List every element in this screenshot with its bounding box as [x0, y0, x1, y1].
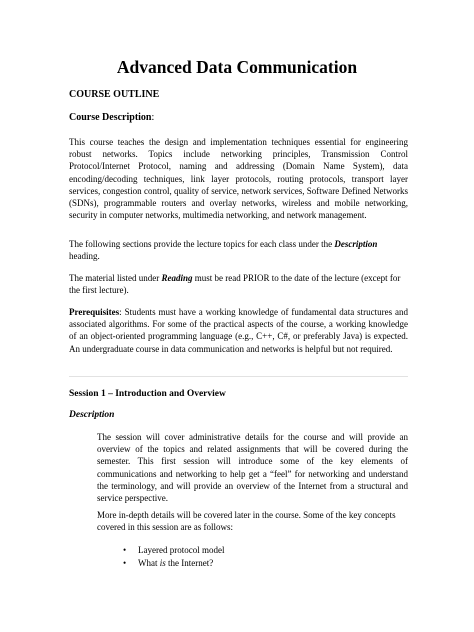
prerequisites-text: : Students must have a working knowledge of fundamental data structures and associated algorithms. For some of the practical aspects of the course, a working knowledge of an object-oriented programming language (e.g., C++, C#, or preferably Java) is expected. An undergraduate course in data communication and networks is helpful but not required. [69, 307, 408, 354]
session-1-paragraph-1: The session will cover administrative details for the course and will provide an overview of the topics and related assignments that will be covered during the semester. This first session will introduce some of the key elements of communications and networking to help get a “feel” for networking and understand the terminology, and will provide an overview of the Internet from a structural and service perspective. [97, 432, 408, 504]
list-item-emphasis: is [159, 558, 166, 568]
course-outline-heading: COURSE OUTLINE [69, 89, 160, 100]
session-1-paragraph-2: More in-depth details will be covered later in the course. Some of the key concepts covered in this session are as follows: [97, 510, 396, 533]
bullet-icon: • [123, 545, 127, 555]
course-description-label: Course Description [69, 112, 152, 123]
session-1-title: Session 1 – Introduction and Overview [69, 389, 226, 399]
course-description-text: This course teaches the design and implementation techniques essential for engineering robust networks. Topics include networking principles, Transmission Control Protocol/Internet Protocol, naming and addressing (Domain Name System), data encoding/decoding techniques, link layer protocols, routing protocols, transport layer services, congestion control, quality of service, network services, Software Defined Networks (SDNs), programmable routers and overlay networks, wireless and mobile networking, security in computer networks, multimedia networking, and network management. [69, 137, 408, 221]
course-description-heading [69, 111, 154, 125]
sections-note-emphasis: Description [334, 239, 378, 249]
list-item-text-after: the Internet? [165, 558, 214, 568]
prerequisites-paragraph [69, 306, 408, 355]
reading-note-emphasis: Reading [161, 273, 193, 283]
reading-note [69, 272, 408, 296]
session-1-concepts-list [120, 544, 224, 570]
sections-note [69, 238, 408, 262]
list-item-text: Layered protocol model [138, 545, 225, 555]
reading-note-before: The material listed under [69, 273, 162, 283]
reading-note-after: must be read PRIOR to the date of the lecture (except for the first lecture). [69, 273, 401, 296]
document-title: Advanced Data Communication [116, 57, 358, 77]
sections-note-before: The following sections provide the lecture topics for each class under the [69, 239, 335, 249]
session-1-description-heading: Description [69, 410, 115, 420]
prerequisites-label: Prerequisites [69, 307, 120, 317]
section-divider [69, 376, 408, 377]
sections-note-after: heading. [69, 251, 100, 262]
bullet-icon: • [123, 558, 127, 568]
list-item-text-before: What [138, 558, 160, 568]
list-item [120, 557, 224, 570]
course-description-colon: : [151, 112, 155, 123]
list-item [120, 544, 224, 557]
